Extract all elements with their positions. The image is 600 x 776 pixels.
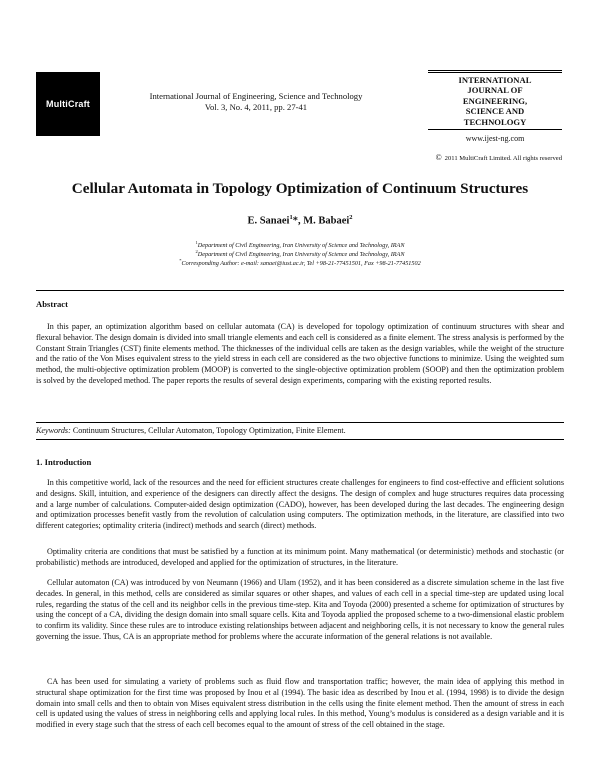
keywords-text: Continuum Structures, Cellular Automaton, Topology Optimization, Finite Element. — [72, 426, 346, 435]
corresponding-mark: * — [292, 215, 298, 227]
author-separator: , — [297, 215, 304, 227]
journal-box-line: TECHNOLOGY — [463, 116, 527, 127]
copyright-icon: © — [435, 153, 442, 162]
corresponding-author — [30, 258, 570, 267]
journal-box-line: INTERNATIONAL — [458, 75, 532, 85]
keywords — [36, 426, 564, 435]
copyright-notice — [402, 153, 562, 162]
paragraph: Cellular automaton (CA) was introduced by von Neumann (1966) and Ulam (1952), and it has been considered as a discrete simulation scheme in the last five decades. In general, in this method, cells are considered as similar squares or other shapes, and values of each cell in a special time-step are updated using local rules, regarding the status of the cell and its neighbor cells in the previous time-step. Kita and Toyoda (2000) presented a scheme for optimization of structures by using the concept of a CA, dividing the design domain into small square cells. Kita and Toyoda applied the proposed scheme to a two-dimensional elastic problem to confirm its validity. Since these rules are to introduce existing relationships between adjacent and neighboring cells, it is not necessary to know the general rules governing the issue. Thus, CA is an appropriate method for problems where the accurate information of the general relations is not available. — [36, 578, 564, 641]
author-affiliation-mark: 1 — [289, 214, 293, 221]
affiliation-1 — [30, 240, 570, 249]
divider — [36, 422, 564, 423]
affiliation-2 — [30, 249, 570, 258]
journal-box-line: ENGINEERING, — [462, 95, 528, 106]
journal-url[interactable]: www.ijest-ng.com — [465, 134, 525, 143]
journal-box-line: SCIENCE AND — [465, 106, 525, 117]
journal-citation — [120, 91, 392, 112]
paper-title: Cellular Automata in Topology Optimization of Continuum Structures — [71, 180, 529, 197]
affiliation-text: Department of Civil Engineering, Iran University of Science and Technology, IRAN — [197, 242, 405, 250]
paragraph: In this competitive world, lack of the resources and the need for efficient structures create challenges for engineers to find cost-effective and efficient solutions and designs. Skill, intuition, and experience of the designers can directly affect the designs. The design of complex and huge structures requires data processing and a large number of calculations. Computer-aided design optimization (CADO), however, has been developed during the last decades. The engineering design and optimization processes benefit vastly from the revolution of calculation using computers. The optimization methods, in the literature, are classified into two different categories; optimality criteria (indirect) methods and search (direct) methods. — [36, 478, 564, 531]
journal-name: International Journal of Engineering, Science and Technology — [149, 91, 363, 101]
abstract-heading: Abstract — [36, 299, 68, 309]
affiliation-mark: 2 — [195, 249, 198, 254]
paragraph: CA has been used for simulating a variety of problems such as fluid flow and transportation traffic; however, the main idea of applying this method in structural shape optimization for the first time was proposed by Inou et al (1994). The basic idea as described by Inou et al. (1994, 1998) is to divide the design domain into small cells and then to obtain von Mises equivalent stress distribution in the cells using the finite element method. Then the amount of stress in each cell is updated using the values of stress in neighboring cells and applying local rules. In this method, Young’s modulus is considered as a design variable and it is modified in every stage such that the stress of each cell becomes equal to the amount of stress of the cell obtained in the stage. — [36, 677, 564, 730]
affiliation-text: Department of Civil Engineering, Iran University of Science and Technology, IRAN — [197, 251, 405, 259]
publisher-logo — [36, 72, 100, 136]
affiliation-mark: 1 — [195, 240, 198, 245]
corresponding-text: Corresponding Author: e-mail: sanaei@iust.ac.ir, Tel +98-21-77451501, Fax +98-21-77451502 — [181, 260, 421, 268]
section-heading: 1. Introduction — [36, 457, 92, 467]
abstract-text: In this paper, an optimization algorithm based on cellular automata (CA) is developed for topology optimization of continuum structures with shear and flexural behavior. The design domain is divided into small triangle elements and each cell is considered as a finite element. The stress analysis is performed by the Constant Strain Triangles (CST) finite elements method. The thicknesses of the individual cells are taken as the design variables, while the weight of the structure and the ratio of the Von Mises equivalent stress to the yield stress in each cell are considered as the two objective functions to minimize. Using the weighted sum method, the multi-objective optimization problem (MOOP) is converted to the single-objective optimization problem (SOOP) and then the optimization problem is solved by the developed method. The paper reports the results of several design experiments, comparing with the existing reported results. — [36, 322, 564, 385]
divider — [36, 439, 564, 440]
logo-text: MultiCraft — [46, 99, 90, 109]
affiliation-mark: * — [179, 258, 182, 263]
author-affiliation-mark: 2 — [349, 214, 353, 221]
copyright-text: 2011 MultiCraft Limited. All rights reserved — [444, 155, 562, 162]
journal-title-box — [428, 70, 562, 130]
divider — [36, 290, 564, 291]
journal-box-line: JOURNAL OF — [467, 85, 523, 96]
journal-volume: Vol. 3, No. 4, 2011, pp. 27-41 — [204, 101, 308, 112]
author-name: E. Sanaei — [247, 215, 290, 227]
author-name: M. Babaei — [303, 215, 350, 227]
keywords-label: Keywords: — [36, 426, 71, 435]
author-list — [30, 214, 570, 227]
paragraph: Optimality criteria are conditions that must be satisfied by a function at its minimum point. Many mathematical (or deterministic) methods and stochastic (or probabilistic) methods are introduced, developed and applied for the optimization of structures, in the literature. — [36, 547, 564, 567]
